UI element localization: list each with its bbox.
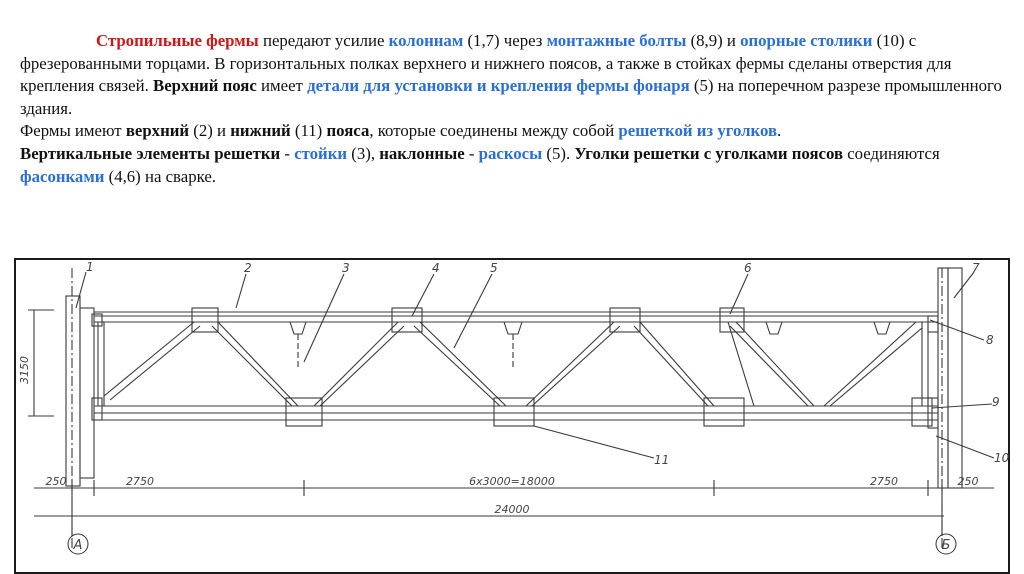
term-support-tables: опорные столики	[740, 31, 873, 50]
callout-7: 7	[972, 261, 980, 275]
term-upper: верхний	[125, 121, 190, 141]
term-top-chord: Верхний пояс	[153, 76, 257, 96]
term-roof-trusses: Стропильные фермы	[96, 31, 259, 50]
callout-9: 9	[992, 395, 1000, 409]
term-posts: стойки	[294, 143, 348, 163]
term-inclined: наклонные	[379, 143, 465, 163]
text-run: соединяются	[843, 143, 940, 163]
term-lantern-details: детали для установки и крепления фермы фонаря	[307, 76, 690, 96]
axis-right-label: Б	[941, 538, 951, 553]
term-diagonals: раскосы	[478, 143, 543, 163]
dim-left-support: 250	[45, 475, 67, 488]
drawing-frame	[15, 259, 1010, 574]
text-run: (4,6) на сварке.	[104, 166, 216, 186]
dim-middle: 6x3000=18000	[469, 475, 555, 488]
paragraph	[20, 30, 1010, 188]
callout-11: 11	[654, 453, 670, 467]
term-gussets: фасонками	[20, 166, 105, 186]
dim-right-support: 250	[957, 475, 979, 488]
term-lattice-angles: Уголки решетки с уголками поясов	[574, 143, 844, 163]
term-vertical-elements: Вертикальные элементы решетки	[20, 143, 281, 163]
dim-right-panel: 2750	[870, 475, 898, 488]
callout-1: 1	[86, 260, 94, 274]
text-run: (3),	[347, 143, 380, 163]
description-text	[20, 30, 1010, 188]
text-run: (2) и	[189, 121, 231, 141]
text-run: -	[464, 143, 479, 163]
axis-left-label: А	[73, 538, 83, 553]
text-run: , которые соединены между собой	[369, 121, 619, 141]
text-run: .	[777, 121, 782, 141]
text-run: (10) с фрезерованными торцами. В горизонтальных полках верхнего и нижнего поясов, а также в стойках фермы сделаны отверстия для крепления связей.	[20, 31, 952, 96]
term-lower: нижний	[230, 121, 291, 141]
callout-2: 2	[244, 261, 252, 275]
text-run: (5) на поперечном разрезе промышленного здания.	[20, 76, 1002, 118]
callout-6: 6	[744, 261, 752, 275]
truss-drawing	[14, 258, 1010, 574]
callout-4: 4	[432, 261, 440, 275]
dim-total: 24000	[494, 503, 530, 516]
text-run: -	[280, 143, 295, 163]
term-lattice: решеткой из уголков	[618, 121, 778, 141]
callout-8: 8	[986, 333, 994, 347]
callout-3: 3	[342, 261, 350, 275]
callout-10: 10	[994, 451, 1010, 465]
term-chords: пояса	[326, 121, 370, 141]
text-run: Фермы имеют	[20, 121, 126, 141]
text-run: передают усилие	[258, 31, 389, 50]
term-columns: колоннам	[388, 31, 464, 50]
term-bolts: монтажные болты	[546, 31, 687, 50]
dim-left-panel: 2750	[126, 475, 154, 488]
text-run: (8,9) и	[686, 31, 741, 50]
dim-height: 3150	[18, 356, 31, 384]
text-run: имеет	[256, 76, 308, 96]
text-run: (11)	[290, 121, 327, 141]
callout-5: 5	[490, 261, 498, 275]
text-run: (5).	[542, 143, 575, 163]
text-run: (1,7) через	[463, 31, 547, 50]
